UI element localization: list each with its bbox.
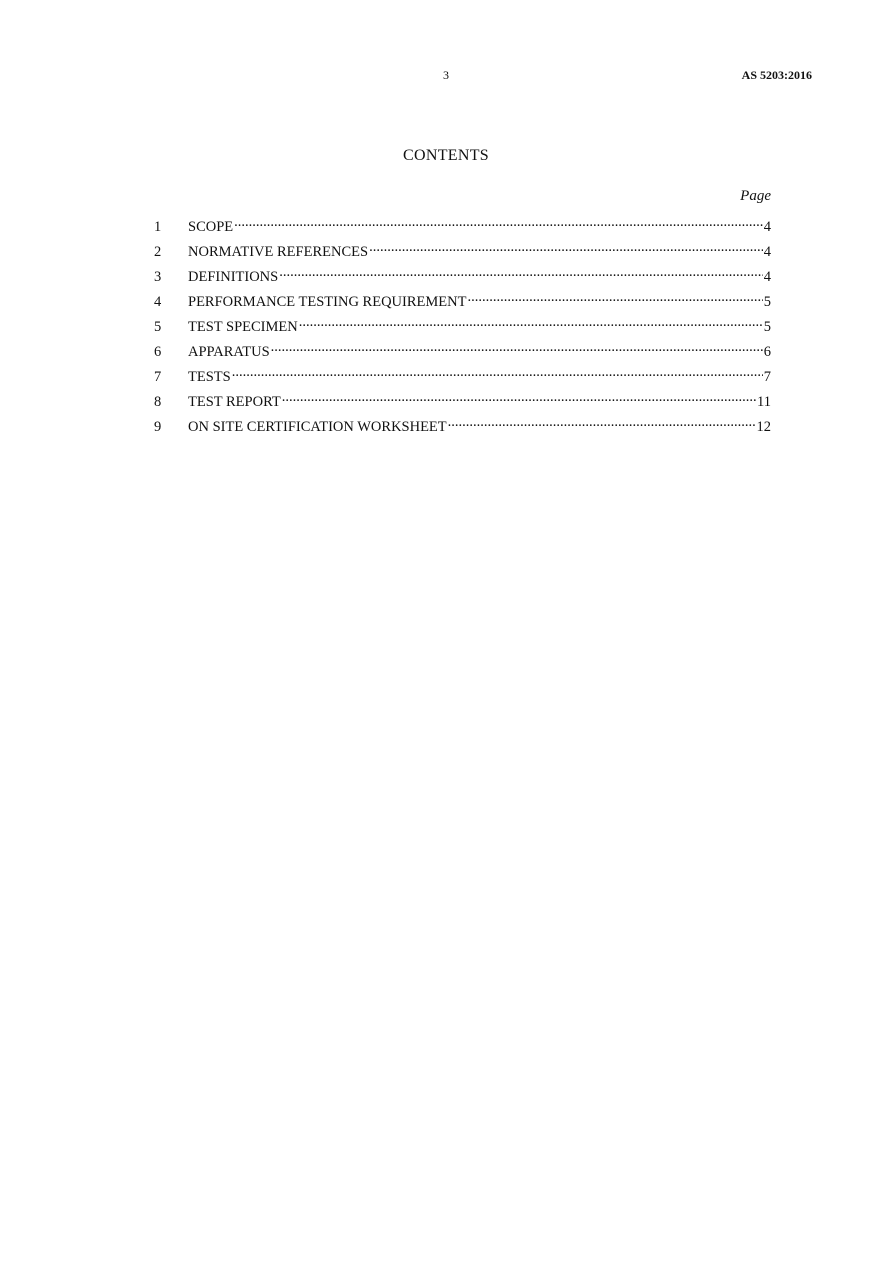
toc-entry-page: 5 [763,294,771,310]
toc-entry-title: TESTS [188,369,231,385]
toc-entry-tests[interactable] [154,363,771,388]
toc-entry-title: NORMATIVE REFERENCES [188,244,369,260]
toc-entry-test-report[interactable] [154,388,771,413]
toc-entry-page: 11 [757,394,771,410]
toc-entry-title: DEFINITIONS [188,269,279,285]
toc-entry-title: SCOPE [188,219,234,235]
toc-entry-definitions[interactable] [154,263,771,288]
dot-leader [369,238,763,256]
toc-entry-page: 4 [763,219,771,235]
dot-leader [448,413,756,431]
toc-entry-performance-testing-requirement[interactable] [154,288,771,313]
toc-entry-title: TEST SPECIMEN [188,319,298,335]
toc-entry-number: 4 [154,294,162,310]
toc-entry-number: 3 [154,269,162,285]
toc-entry-page: 4 [763,244,771,260]
toc-entry-on-site-certification-worksheet[interactable] [154,413,771,438]
toc-entry-number: 9 [154,419,162,435]
toc-entry-page: 6 [763,344,771,360]
contents-title: CONTENTS [403,147,489,164]
toc-entry-number: 8 [154,394,162,410]
document-id: AS 5203:2016 [741,68,812,82]
toc-entry-number: 2 [154,244,162,260]
toc-entry-page: 4 [763,269,771,285]
toc-entry-scope[interactable] [154,213,771,238]
dot-leader [279,263,763,281]
toc-entry-title: ON SITE CERTIFICATION WORKSHEET [188,419,447,435]
dot-leader [282,388,756,406]
toc-entry-test-specimen[interactable] [154,313,771,338]
toc-entry-page: 7 [763,369,771,385]
dot-leader [467,288,762,306]
page-number: 3 [443,68,449,82]
page-column-label: Page [740,188,771,204]
toc-entry-number: 6 [154,344,162,360]
toc-entry-apparatus[interactable] [154,338,771,363]
toc-entry-number: 1 [154,219,162,235]
dot-leader [232,363,763,381]
toc-entry-number: 7 [154,369,162,385]
toc-entry-title: APPARATUS [188,344,270,360]
dot-leader [299,313,763,331]
toc-entry-number: 5 [154,319,162,335]
toc-entry-page: 5 [763,319,771,335]
toc-entry-page: 12 [756,419,771,435]
table-of-contents [154,213,771,438]
dot-leader [234,213,763,231]
toc-entry-title: PERFORMANCE TESTING REQUIREMENT [188,294,467,310]
toc-entry-title: TEST REPORT [188,394,281,410]
toc-entry-normative-references[interactable] [154,238,771,263]
dot-leader [271,338,763,356]
